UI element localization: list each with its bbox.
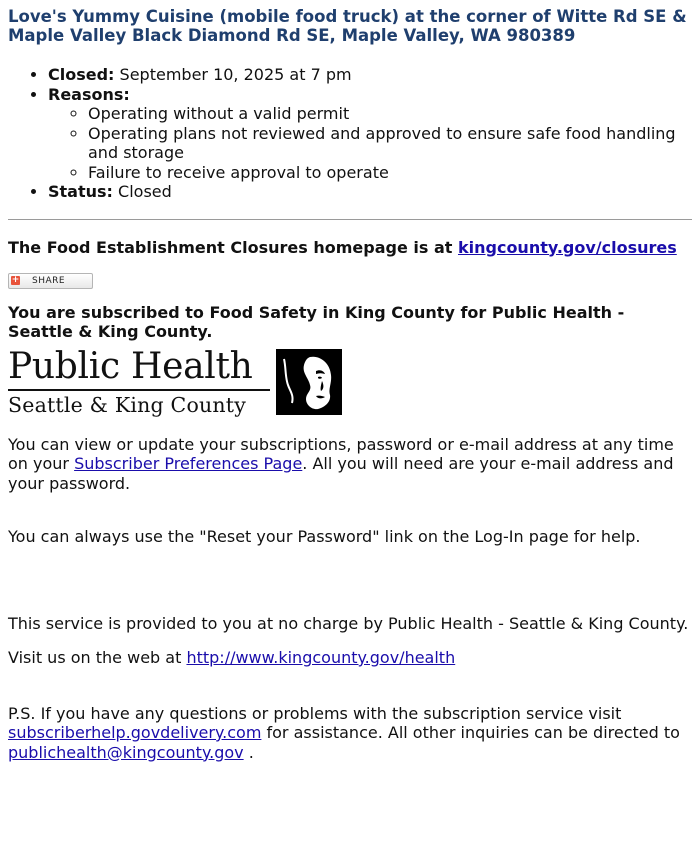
closure-title: Love's Yummy Cuisine (mobile food truck) at the corner of Witte Rd SE & Maple Valley Black Diamond Rd SE, Maple Valley, WA 980389 [8, 7, 687, 45]
closed-value: September 10, 2025 at 7 pm [119, 65, 352, 84]
status-value: Closed [118, 182, 172, 201]
closures-link[interactable]: kingcounty.gov/closures [457, 237, 677, 257]
face-emblem-icon [276, 349, 342, 415]
reasons-item [48, 85, 692, 183]
prefs-text: You can view or update your subscriptions, password or e-mail address at any time on your [8, 434, 674, 473]
logo-rule [8, 389, 270, 391]
public-health-logo [8, 345, 692, 421]
homepage-line [8, 238, 692, 257]
ps-text-end: . [248, 742, 254, 762]
logo-line1: Public Health [8, 345, 253, 387]
prefs-text-after: . All you will need are your e-mail address and your password. [8, 454, 674, 493]
closed-label: Closed: [48, 65, 115, 84]
subscriber-preferences-link[interactable]: Subscriber Preferences Page [74, 454, 303, 473]
ps-text-middle: for assistance. All other inquiries can be directed to [266, 723, 680, 742]
share-label: SHARE [32, 275, 66, 286]
reason-item: ◦ Operating without a valid permit [88, 104, 692, 124]
reason-item: ◦ Failure to receive approval to operate [88, 163, 692, 183]
status-label: Status: [48, 182, 113, 201]
closed-item [48, 65, 692, 85]
ps-paragraph [8, 704, 692, 763]
plus-icon: + [11, 275, 20, 285]
ps-text: P.S. If you have any questions or problems with the subscription service visit [8, 703, 622, 723]
homepage-text: The Food Establishment Closures homepage is at [8, 237, 453, 257]
reasons-list [48, 104, 692, 182]
divider [8, 219, 692, 220]
logo-line2: Seattle & King County [8, 392, 247, 417]
share-button[interactable] [8, 273, 93, 289]
closure-details [8, 65, 692, 202]
visit-paragraph [8, 648, 692, 668]
status-item [48, 182, 692, 202]
publichealth-email-link[interactable]: publichealth@kingcounty.gov [8, 742, 244, 762]
reason-item: ◦ Operating plans not reviewed and approved to ensure safe food handling and storage [88, 124, 692, 163]
reasons-label: Reasons: [48, 84, 130, 104]
subscriberhelp-link[interactable]: subscriberhelp.govdelivery.com [8, 723, 262, 742]
visit-text: Visit us on the web at [8, 648, 182, 667]
preferences-paragraph [8, 435, 692, 494]
reset-password-paragraph: You can always use the "Reset your Password" link on the Log-In page for help. [8, 527, 641, 546]
health-website-link[interactable]: http://www.kingcounty.gov/health [186, 648, 456, 667]
subscription-notice: You are subscribed to Food Safety in King County for Public Health - Seattle & King County. [8, 302, 625, 341]
service-paragraph: This service is provided to you at no charge by Public Health - Seattle & King County. [8, 613, 689, 633]
